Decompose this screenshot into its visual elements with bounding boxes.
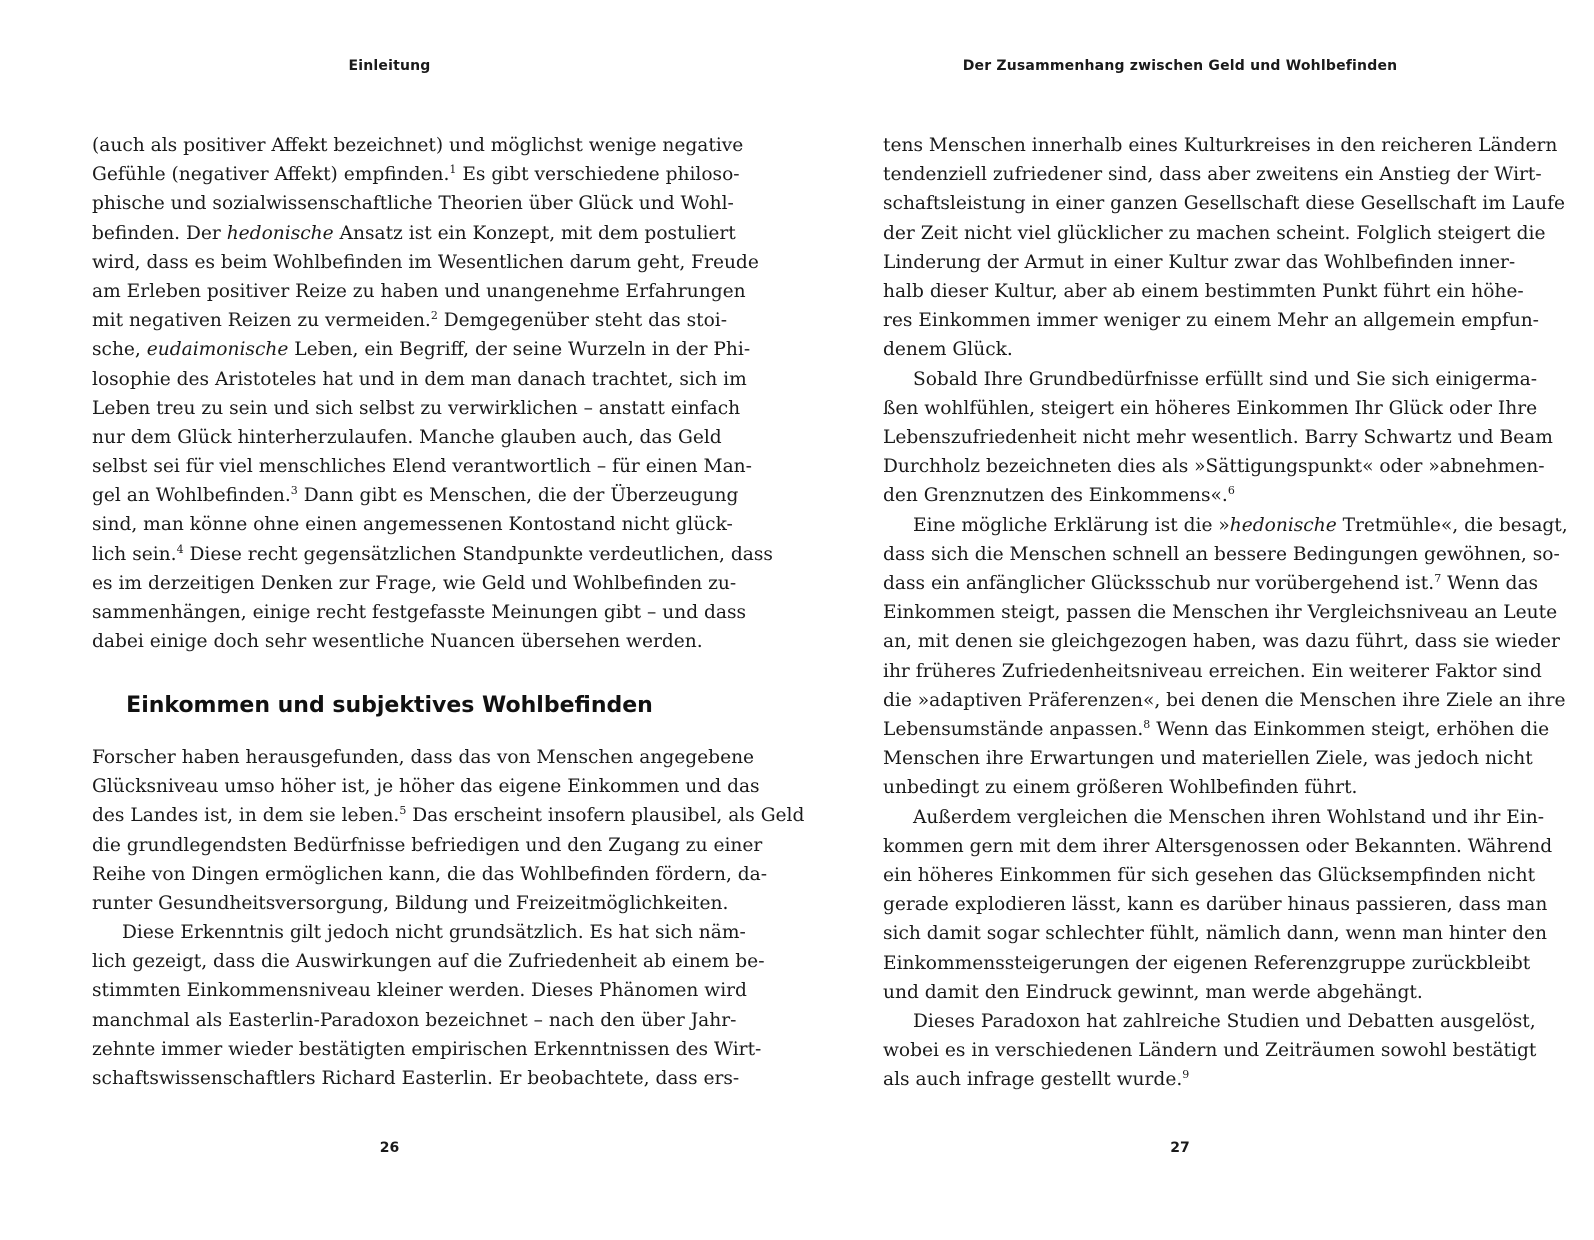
italic-term: hedonische — [1229, 514, 1337, 536]
text-line: Einkommen steigt, passen die Menschen ihr Vergleichsniveau an Leute — [883, 602, 1558, 624]
text-line: schaftswissenschaftlers Richard Easterlin. Er beobachtete, dass ers- — [92, 1067, 740, 1089]
text-line: Lebenszufriedenheit nicht mehr wesentlich. Barry Schwartz und Beam — [883, 426, 1553, 448]
footnote-marker[interactable]: 8 — [1143, 717, 1151, 731]
text-line: nur dem Glück hinterherzulaufen. Manche glauben auch, das Geld — [92, 426, 722, 448]
right-paragraph-5 — [883, 1007, 1537, 1095]
text-line: und damit den Eindruck gewinnt, man werde abgehängt. — [883, 981, 1423, 1003]
left-paragraph-2 — [92, 743, 805, 918]
text-line: Einkommenssteigerungen der eigenen Referenzgruppe zurückbleibt — [883, 952, 1531, 974]
text-line: wobei es in verschiedenen Ländern und Zeiträumen sowohl bestätigt — [883, 1040, 1537, 1062]
footnote-marker[interactable]: 3 — [290, 484, 298, 498]
text-line: halb dieser Kultur, aber ab einem bestimmten Punkt führt ein höhe- — [883, 280, 1524, 302]
italic-term: hedonische — [226, 222, 334, 244]
text-line: Leben treu zu sein und sich selbst zu verwirklichen – anstatt einfach — [92, 397, 741, 419]
text-line: es im derzeitigen Denken zur Frage, wie Geld und Wohlbefinden zu- — [92, 572, 737, 594]
text-line: Linderung der Armut in einer Kultur zwar das Wohlbefinden inner- — [883, 251, 1516, 273]
text-line: Forscher haben herausgefunden, dass das von Menschen angegebene — [92, 747, 755, 768]
text-line: tendenziell zufriedener sind, dass aber zweitens ein Anstieg der Wirt- — [883, 164, 1542, 186]
text-line: gel an Wohlbefinden.$^3$ Dann gibt es Menschen, die der Überzeugung — [92, 484, 739, 507]
text-line: manchmal als Easterlin-Paradoxon bezeichnet – nach den über Jahr- — [92, 1009, 737, 1031]
text-line: die grundlegendsten Bedürfnisse befriedigen und den Zugang zu einer — [92, 834, 763, 856]
text-line: des Landes ist, in dem sie leben.$^5$ Das erscheint insofern plausibel, als Geld — [92, 804, 805, 827]
footnote-marker[interactable]: 6 — [1227, 484, 1235, 498]
text-line: sind, man könne ohne einen angemessenen Kontostand nicht glück- — [92, 514, 733, 536]
text-line: sammenhängen, einige recht festgefasste Meinungen gibt – und dass — [92, 602, 747, 623]
text-line: gerade explodieren lässt, kann es darüber hinaus passieren, dass man — [883, 894, 1548, 916]
right-page — [883, 0, 1568, 1240]
text-line: Lebensumstände anpassen.$^8$ Wenn das Einkommen steigt, erhöhen die — [883, 717, 1550, 740]
text-line: mit negativen Reizen zu vermeiden.$^2$ Demgegenüber steht das stoi- — [92, 309, 728, 332]
text-line: Gefühle (negativer Affekt) empfinden.$^1$ Es gibt verschiedene philoso- — [92, 163, 740, 186]
text-line: dass sich die Menschen schnell an bessere Bedingungen gewöhnen, so- — [883, 543, 1560, 565]
page-number-left: 26 — [379, 1140, 400, 1156]
text-line: Durchholz bezeichneten dies als »Sättigungspunkt« oder »abnehmen- — [883, 456, 1545, 478]
footnote-marker[interactable]: 9 — [1182, 1068, 1190, 1082]
text-line: selbst sei für viel menschliches Elend verantwortlich – für einen Man- — [92, 456, 752, 478]
text-line: losophie des Aristoteles hat und in dem man danach trachtet, sich im — [92, 368, 747, 390]
text-line: schaftsleistung in einer ganzen Gesellschaft diese Gesellschaft im Laufe — [883, 193, 1566, 215]
text-line: zehnte immer wieder bestätigten empirischen Erkenntnissen des Wirt- — [92, 1038, 762, 1060]
text-line: res Einkommen immer weniger zu einem Mehr an allgemein empfun- — [883, 310, 1539, 332]
left-paragraph-1 — [92, 131, 773, 656]
text-line: Dieses Paradoxon hat zahlreiche Studien und Debatten ausgelöst, — [913, 1011, 1536, 1032]
running-head-left: Einleitung — [348, 58, 431, 74]
text-line: denem Glück. — [883, 339, 1013, 361]
text-line: stimmten Einkommensniveau kleiner werden. Dieses Phänomen wird — [92, 980, 747, 1002]
text-line: an, mit denen sie gleichgezogen haben, was dazu führt, dass sie wieder — [883, 631, 1560, 653]
footnote-marker[interactable]: 4 — [176, 542, 184, 556]
left-paragraph-3 — [92, 918, 765, 1093]
right-paragraph-3 — [883, 511, 1568, 803]
italic-term: eudaimonische — [146, 339, 289, 361]
text-line: sich damit sogar schlechter fühlt, nämlich dann, wenn man hinter den — [883, 923, 1547, 945]
text-line: Diese Erkenntnis gilt jedoch nicht grundsätzlich. Es hat sich näm- — [122, 922, 746, 943]
text-line: lich sein.$^4$ Diese recht gegensätzlichen Standpunkte verdeutlichen, dass — [92, 542, 773, 565]
footnote-marker[interactable]: 2 — [430, 309, 438, 323]
text-line: Außerdem vergleichen die Menschen ihren Wohlstand und ihr Ein- — [913, 806, 1545, 828]
footnote-marker[interactable]: 1 — [449, 163, 457, 177]
text-line: als auch infrage gestellt wurde.$^9$ — [883, 1068, 1190, 1091]
text-line: dass ein anfänglicher Glücksschub nur vorübergehend ist.$^7$ Wenn das — [883, 571, 1539, 594]
text-line: Eine mögliche Erklärung ist die »hedonische Tretmühle«, die besagt, — [913, 514, 1568, 536]
text-line: phische und sozialwissenschaftliche Theorien über Glück und Wohl- — [92, 193, 734, 215]
text-line: den Grenznutzen des Einkommens«.$^6$ — [883, 484, 1235, 507]
text-line: unbedingt zu einem größeren Wohlbefinden führt. — [883, 777, 1358, 799]
text-line: ßen wohlfühlen, steigert ein höheres Einkommen Ihr Glück oder Ihre — [883, 397, 1538, 419]
text-line: kommen gern mit dem ihrer Altersgenossen oder Bekannten. Während — [883, 835, 1553, 857]
page-number-right: 27 — [1170, 1140, 1190, 1156]
text-line: Menschen ihre Erwartungen und materiellen Ziele, was jedoch nicht — [883, 748, 1533, 770]
text-line: die »adaptiven Präferenzen«, bei denen die Menschen ihre Ziele an ihre — [883, 689, 1566, 711]
text-line: (auch als positiver Affekt bezeichnet) und möglichst wenige negative — [92, 135, 744, 156]
text-line: lich gezeigt, dass die Auswirkungen auf die Zufriedenheit ab einem be- — [92, 951, 765, 973]
text-line: Glücksniveau umso höher ist, je höher das eigene Einkommen und das — [92, 776, 760, 798]
right-paragraph-1 — [883, 131, 1566, 365]
text-line: ein höheres Einkommen für sich gesehen das Glücksempfinden nicht — [883, 864, 1536, 886]
text-line: dabei einige doch sehr wesentliche Nuancen übersehen werden. — [92, 631, 703, 653]
footnote-marker[interactable]: 7 — [1434, 571, 1442, 585]
text-line: tens Menschen innerhalb eines Kulturkreises in den reicheren Ländern — [883, 135, 1558, 156]
text-line: wird, dass es beim Wohlbefinden im Wesentlichen darum geht, Freude — [92, 251, 759, 273]
text-line: am Erleben positiver Reize zu haben und unangenehme Erfahrungen — [92, 280, 746, 302]
text-line: der Zeit nicht viel glücklicher zu machen scheint. Folglich steigert die — [883, 222, 1546, 244]
running-head-right: Der Zusammenhang zwischen Geld und Wohlbefinden — [962, 58, 1398, 74]
right-paragraph-2 — [883, 365, 1553, 511]
left-page — [92, 0, 805, 1240]
text-line: ihr früheres Zufriedenheitsniveau erreichen. Ein weiterer Faktor sind — [883, 660, 1542, 682]
text-line: sche, eudaimonische Leben, ein Begriff, der seine Wurzeln in der Phi- — [92, 339, 751, 361]
right-paragraph-4 — [883, 803, 1553, 1007]
section-heading: Einkommen und subjektives Wohlbefinden — [126, 693, 653, 718]
text-line: runter Gesundheitsversorgung, Bildung und Freizeitmöglichkeiten. — [92, 892, 729, 914]
text-line: Sobald Ihre Grundbedürfnisse erfüllt sind und Sie sich einigerma- — [913, 368, 1537, 390]
text-line: befinden. Der hedonische Ansatz ist ein Konzept, mit dem postuliert — [92, 222, 736, 244]
footnote-marker[interactable]: 5 — [399, 804, 407, 818]
text-line: Reihe von Dingen ermöglichen kann, die das Wohlbefinden fördern, da- — [92, 863, 768, 885]
